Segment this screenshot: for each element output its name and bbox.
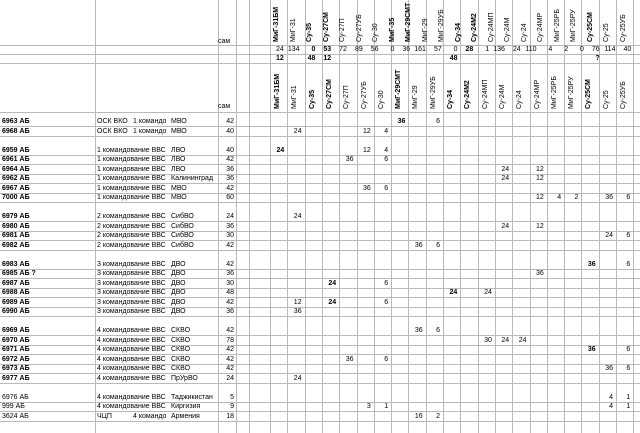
row-cell-value: 6 — [384, 184, 389, 192]
row-sam: 36 — [226, 175, 234, 182]
row-district: МВО — [171, 127, 187, 135]
row-district: СКВО — [171, 336, 191, 344]
grid-vline — [339, 0, 340, 433]
row-district: ЛВО — [171, 156, 186, 163]
column-header: Су-27СМ — [325, 79, 333, 109]
total-value: 24 — [512, 46, 521, 53]
column-header: Су-25УБ — [620, 81, 627, 109]
row-cell-value: 1 — [626, 403, 631, 410]
row-subcommand: 1 командо — [133, 127, 167, 135]
row-cell-value: 6 — [436, 327, 440, 334]
row-command: 4 командование ВВС — [97, 393, 166, 401]
row-cell-value: 6 — [626, 365, 631, 372]
total-value-secondary: ? — [595, 55, 600, 62]
row-sam: 30 — [226, 232, 234, 239]
row-sam: 5 — [230, 393, 234, 401]
row-base: 6990 АБ — [2, 308, 30, 315]
row-sam: 9 — [230, 403, 234, 410]
column-header: МиГ-25РУ — [568, 76, 576, 109]
row-district: МВО — [171, 118, 187, 125]
row-base: 6967 АБ — [2, 184, 30, 192]
grid-hline — [0, 307, 640, 308]
row-cell-value: 24 — [501, 336, 510, 344]
row-sam: 18 — [226, 412, 234, 420]
row-sam: 48 — [226, 289, 234, 296]
grid-vline — [460, 0, 461, 433]
row-base: 6977 АБ — [2, 374, 30, 382]
row-command: 3 командование ВВС — [97, 279, 166, 287]
row-cell-value: 1 — [626, 393, 631, 401]
row-sam: 42 — [226, 241, 234, 249]
column-header: МиГ-25РБ — [550, 76, 558, 109]
row-cell-value: 12 — [536, 175, 544, 182]
column-header: МиГ-31БМ — [274, 73, 281, 109]
column-header: МиГ-31 — [291, 85, 299, 109]
total-value: 36 — [402, 46, 411, 53]
grid-vline — [426, 0, 427, 433]
row-command: 2 командование ВВС — [97, 222, 166, 230]
grid-vline — [374, 0, 375, 433]
total-value-secondary: 48 — [449, 55, 458, 62]
row-command: 2 командование ВВС — [97, 213, 166, 220]
row-command: 3 командование ВВС — [97, 298, 166, 306]
row-cell-value: 6 — [384, 298, 389, 306]
row-district: СибВО — [171, 232, 194, 239]
grid-vline — [391, 0, 392, 433]
row-cell-value: 24 — [293, 127, 302, 135]
row-base: 6971 АБ — [2, 346, 30, 353]
row-district: ДВО — [171, 308, 186, 315]
row-cell-value: 4 — [384, 146, 389, 154]
row-base: 6989 АБ — [2, 298, 30, 306]
grid-hline — [0, 288, 640, 289]
grid-hline — [0, 63, 640, 64]
row-sam: 42 — [226, 355, 234, 363]
column-header-top: МиГ-29УБ — [438, 9, 446, 42]
row-cell-value: 12 — [536, 222, 544, 230]
row-cell-value: 16 — [414, 412, 423, 420]
grid-hline — [0, 316, 640, 317]
row-sam: 24 — [226, 374, 234, 382]
row-cell-value: 12 — [363, 146, 371, 154]
row-command: 4 командование ВВС — [97, 336, 166, 344]
row-subcommand: 1 командо — [133, 118, 167, 125]
row-command: 1 командование ВВС — [97, 156, 166, 163]
row-district: Киргизия — [171, 403, 201, 410]
row-command: 1 командование ВВС — [97, 194, 166, 201]
row-sam: 36 — [226, 308, 234, 315]
row-base: 6973 АБ — [2, 365, 30, 372]
column-header-top: Су-25УБ — [619, 14, 627, 42]
row-command: 2 командование ВВС — [97, 232, 166, 239]
grid-hline — [0, 269, 640, 270]
grid-hline — [0, 278, 640, 279]
grid-hline — [0, 364, 640, 365]
column-header: МиГ-29СМТ — [395, 69, 403, 109]
total-value: 0 — [390, 46, 395, 53]
row-base: 7000 АБ — [2, 194, 30, 201]
column-header-top: Су-24М — [504, 17, 512, 42]
grid-hline — [0, 335, 640, 336]
row-command: 2 командование ВВС — [97, 241, 166, 249]
row-cell-value: 36 — [587, 260, 596, 268]
grid-vline — [305, 0, 306, 433]
grid-vline — [581, 0, 582, 433]
grid-hline — [0, 373, 640, 374]
column-header-top: Су-24МР — [537, 12, 545, 42]
total-value: 24 — [275, 46, 284, 53]
row-cell-value: 24 — [501, 175, 510, 182]
row-cell-value: 6 — [626, 260, 631, 268]
row-cell-value: 6 — [384, 279, 389, 287]
row-base: 6972 АБ — [2, 355, 30, 363]
total-value: 57 — [433, 46, 442, 53]
row-cell-value: 12 — [293, 298, 302, 306]
row-command: ЧЦП — [97, 412, 112, 420]
row-cell-value: 6 — [626, 232, 631, 239]
row-command: 4 командование ВВС — [97, 374, 166, 382]
grid-vline — [270, 0, 271, 433]
row-district: ЛВО — [171, 146, 186, 154]
row-command: 1 командование ВВС — [97, 146, 166, 154]
row-sam: 42 — [226, 184, 234, 192]
row-sam: 42 — [226, 260, 234, 268]
grid-vline — [357, 0, 358, 433]
grid-hline — [0, 354, 640, 355]
row-district: ДВО — [171, 260, 186, 268]
total-value: 40 — [623, 46, 632, 53]
row-sam: 36 — [226, 165, 234, 173]
grid-hline — [0, 155, 640, 156]
grid-vline — [236, 0, 237, 433]
row-command: 3 командование ВВС — [97, 308, 166, 315]
row-cell-value: 24 — [293, 374, 302, 382]
row-cell-value: 24 — [501, 165, 510, 173]
grid-vline — [408, 0, 409, 433]
row-district: ДВО — [171, 270, 186, 277]
grid-hline — [0, 297, 640, 298]
grid-hline — [0, 45, 640, 46]
total-value: 1 — [485, 46, 490, 53]
row-cell-value: 24 — [328, 279, 337, 287]
total-value: 136 — [493, 46, 505, 53]
grid-hline — [0, 54, 640, 55]
grid-hline — [0, 411, 640, 412]
grid-vline — [530, 0, 531, 433]
grid-hline — [0, 112, 640, 113]
row-sam: 42 — [226, 156, 234, 163]
row-cell-value: 36 — [605, 365, 613, 372]
column-header-top: МиГ-29СМТ — [405, 2, 413, 42]
row-cell-value: 1 — [384, 403, 389, 410]
row-cell-value: 36 — [605, 194, 613, 201]
grid-vline — [322, 0, 323, 433]
row-base: 6983 АБ — [2, 260, 30, 268]
row-district: ПрУрВО — [171, 374, 198, 382]
row-cell-value: 12 — [536, 194, 544, 201]
row-district: ДВО — [171, 289, 186, 296]
total-value-secondary: 12 — [323, 55, 332, 62]
row-sam: 36 — [226, 270, 234, 277]
total-value: 114 — [604, 46, 616, 53]
row-district: Калининград — [171, 175, 214, 182]
column-header: Су-27УБ — [360, 81, 368, 109]
grid-vline — [95, 0, 96, 433]
row-base: 6987 АБ — [2, 279, 30, 287]
sam-header: сам — [218, 103, 231, 110]
column-header: Су-24МР — [533, 79, 541, 109]
total-value: 0 — [453, 46, 458, 53]
row-cell-value: 36 — [536, 270, 544, 277]
row-command: 1 командование ВВС — [97, 175, 166, 182]
grid-hline — [0, 421, 640, 422]
row-base: 6968 АБ — [2, 127, 30, 135]
column-header-top: МиГ-25РБ — [553, 9, 561, 42]
grid-hline — [0, 383, 640, 384]
total-value: 2 — [564, 46, 569, 53]
grid-hline — [0, 231, 640, 232]
grid-hline — [0, 250, 640, 251]
row-base: 6981 АБ — [2, 232, 30, 239]
row-command: 3 командование ВВС — [97, 270, 166, 277]
column-header-top: Су-35 — [306, 22, 314, 42]
row-cell-value: 6 — [384, 355, 389, 363]
total-value: 56 — [370, 46, 379, 53]
row-base: 6985 АБ ? — [2, 270, 36, 277]
row-base: 6982 АБ — [2, 241, 30, 249]
row-district: СКВО — [171, 346, 191, 353]
total-value: 28 — [465, 46, 474, 53]
total-value-secondary: 12 — [275, 55, 284, 62]
row-cell-value: 24 — [605, 232, 613, 239]
row-district: МВО — [171, 194, 187, 201]
row-cell-value: 36 — [363, 184, 371, 192]
grid-hline — [0, 240, 640, 241]
row-command: 4 командование ВВС — [97, 327, 166, 334]
row-cell-value: 6 — [626, 194, 631, 201]
row-cell-value: 24 — [328, 298, 337, 306]
row-command: 3 командование ВВС — [97, 289, 166, 296]
row-base: 6976 АБ — [2, 393, 29, 401]
column-header: Су-34 — [447, 89, 454, 109]
row-cell-value: 3 — [366, 403, 371, 410]
column-header: Су-24М — [498, 84, 506, 109]
row-command: 4 командование ВВС — [97, 365, 166, 372]
column-header-top: Су-27УБ — [355, 14, 363, 42]
row-command: ОСК ВКО — [97, 118, 128, 125]
row-base: 6961 АБ — [2, 156, 30, 163]
column-header: Су-24 — [516, 90, 524, 109]
row-district: ЛВО — [171, 165, 186, 173]
row-base: 6970 АБ — [2, 336, 30, 344]
grid-vline — [633, 0, 634, 433]
row-cell-value: 24 — [484, 289, 492, 296]
sam-header-top: сам — [218, 38, 231, 45]
row-base: 6959 АБ — [2, 146, 30, 154]
grid-hline — [0, 193, 640, 194]
grid-hline — [0, 345, 640, 346]
grid-hline — [0, 126, 640, 127]
row-cell-value: 36 — [397, 118, 406, 125]
grid-hline — [0, 174, 640, 175]
row-cell-value: 36 — [414, 327, 423, 334]
row-base: 6969 АБ — [2, 327, 30, 334]
row-command: 4 командование ВВС — [97, 346, 166, 353]
row-district: Армения — [171, 412, 200, 420]
row-cell-value: 36 — [414, 241, 423, 249]
row-district: СибВО — [171, 213, 194, 220]
column-header-top: Су-25 — [603, 23, 611, 42]
row-base: 3624 АБ — [2, 412, 29, 420]
row-cell-value: 6 — [436, 241, 440, 249]
row-district: МВО — [171, 184, 187, 192]
row-sam: 36 — [226, 222, 234, 230]
grid-vline — [495, 0, 496, 433]
total-value: 0 — [579, 46, 584, 53]
row-cell-value: 24 — [449, 289, 458, 296]
column-header: Су-35 — [308, 89, 316, 109]
grid-hline — [0, 221, 640, 222]
column-header-top: Су-27СМ — [322, 12, 330, 42]
row-sam: 42 — [226, 346, 234, 353]
total-value: 161 — [414, 46, 426, 53]
total-value: 76 — [591, 46, 600, 53]
grid-hline — [0, 136, 640, 137]
column-header-top: Су-27П — [339, 18, 347, 42]
column-header-top: Су-34 — [454, 22, 462, 42]
total-value: 4 — [548, 46, 553, 53]
column-header: Су-25 — [602, 90, 610, 109]
total-value: 72 — [339, 46, 347, 53]
row-cell-value: 4 — [557, 194, 562, 201]
row-cell-value: 24 — [518, 336, 527, 344]
row-sam: 24 — [226, 213, 234, 220]
row-cell-value: 2 — [436, 412, 440, 420]
row-command: 4 командование ВВС — [97, 403, 166, 410]
row-cell-value: 36 — [293, 308, 302, 315]
row-cell-value: 6 — [436, 118, 440, 125]
column-header: Су-24М2 — [464, 80, 472, 109]
row-cell-value: 12 — [363, 127, 371, 135]
row-district: СКВО — [171, 365, 191, 372]
column-header-top: МиГ-29 — [421, 18, 429, 42]
row-district: СКВО — [171, 327, 191, 334]
total-value: 110 — [525, 46, 537, 53]
row-sam: 42 — [226, 365, 234, 372]
grid-hline — [0, 183, 640, 184]
total-value-secondary: 48 — [307, 55, 316, 62]
row-sam: 60 — [226, 194, 234, 201]
row-cell-value: 12 — [536, 165, 544, 173]
row-cell-value: 4 — [384, 127, 389, 135]
row-district: СибВО — [171, 241, 194, 249]
grid-hline — [0, 202, 640, 203]
row-command: ОСК ВКО — [97, 127, 128, 135]
row-base: 6964 АБ — [2, 165, 30, 173]
column-header: Су-25СМ — [585, 79, 593, 109]
grid-vline — [547, 0, 548, 433]
row-command: 4 командование ВВС — [97, 355, 166, 363]
column-header-top: Су-24 — [520, 23, 528, 42]
row-base: 6963 АБ — [2, 118, 30, 125]
column-header-top: Су-24МП — [487, 12, 495, 42]
grid-hline — [0, 164, 640, 165]
total-value: 0 — [311, 46, 316, 53]
row-cell-value: 24 — [276, 146, 285, 154]
row-district: СКВО — [171, 355, 191, 363]
row-cell-value: 30 — [484, 336, 492, 344]
row-district: Таджикистан — [171, 393, 213, 401]
column-header-top: Су-24М2 — [471, 13, 479, 42]
row-cell-value: 2 — [574, 194, 579, 201]
grid-vline — [564, 0, 565, 433]
row-district: ДВО — [171, 298, 186, 306]
row-sam: 40 — [226, 127, 234, 135]
row-cell-value: 36 — [587, 346, 596, 353]
column-header-top: Су-30 — [372, 23, 380, 42]
total-value: 89 — [354, 46, 363, 53]
row-base: 6979 АБ — [2, 213, 30, 220]
grid-vline — [478, 0, 479, 433]
column-header: Су-30 — [377, 90, 385, 109]
column-header-top: МиГ-31БМ — [273, 6, 280, 42]
row-cell-value: 36 — [345, 355, 354, 363]
row-subcommand: 4 командо — [133, 412, 167, 420]
row-base: 6962 АБ — [2, 175, 30, 182]
column-header-top: МиГ-35 — [388, 17, 396, 42]
column-header-top: Су-25СМ — [586, 12, 594, 42]
row-base: 6980 АБ — [2, 222, 30, 230]
row-base: 6988 АБ — [2, 289, 30, 296]
grid-hline — [0, 402, 640, 403]
grid-vline — [512, 0, 513, 433]
row-command: 3 командование ВВС — [97, 260, 166, 268]
row-sam: 42 — [226, 298, 234, 306]
row-cell-value: 24 — [293, 213, 302, 220]
row-sam: 42 — [226, 327, 234, 334]
row-sam: 30 — [226, 279, 234, 287]
row-cell-value: 6 — [626, 346, 631, 353]
total-value: 53 — [323, 46, 332, 53]
row-command: 1 командование ВВС — [97, 184, 166, 192]
grid-vline — [443, 0, 444, 433]
column-header: МиГ-29УБ — [429, 76, 437, 109]
row-district: ДВО — [171, 279, 186, 287]
total-value: 134 — [287, 46, 300, 53]
row-cell-value: 24 — [501, 222, 510, 230]
column-header-top: МиГ-25РУ — [570, 9, 578, 42]
row-cell-value: 4 — [609, 393, 613, 401]
column-header: МиГ-29 — [412, 85, 420, 109]
column-header: Су-27П — [343, 85, 351, 109]
column-header: Су-24МП — [481, 79, 489, 109]
column-header-top: МиГ-31 — [289, 18, 297, 42]
row-base: 999 АБ — [2, 403, 25, 410]
row-cell-value: 4 — [609, 403, 613, 410]
row-sam: 78 — [226, 336, 234, 344]
row-command: 1 командование ВВС — [97, 165, 166, 173]
row-district: СибВО — [171, 222, 194, 230]
row-sam: 42 — [226, 118, 234, 125]
row-sam: 40 — [226, 146, 234, 154]
row-cell-value: 6 — [384, 156, 389, 163]
grid-vline — [249, 0, 250, 433]
row-cell-value: 36 — [345, 156, 354, 163]
